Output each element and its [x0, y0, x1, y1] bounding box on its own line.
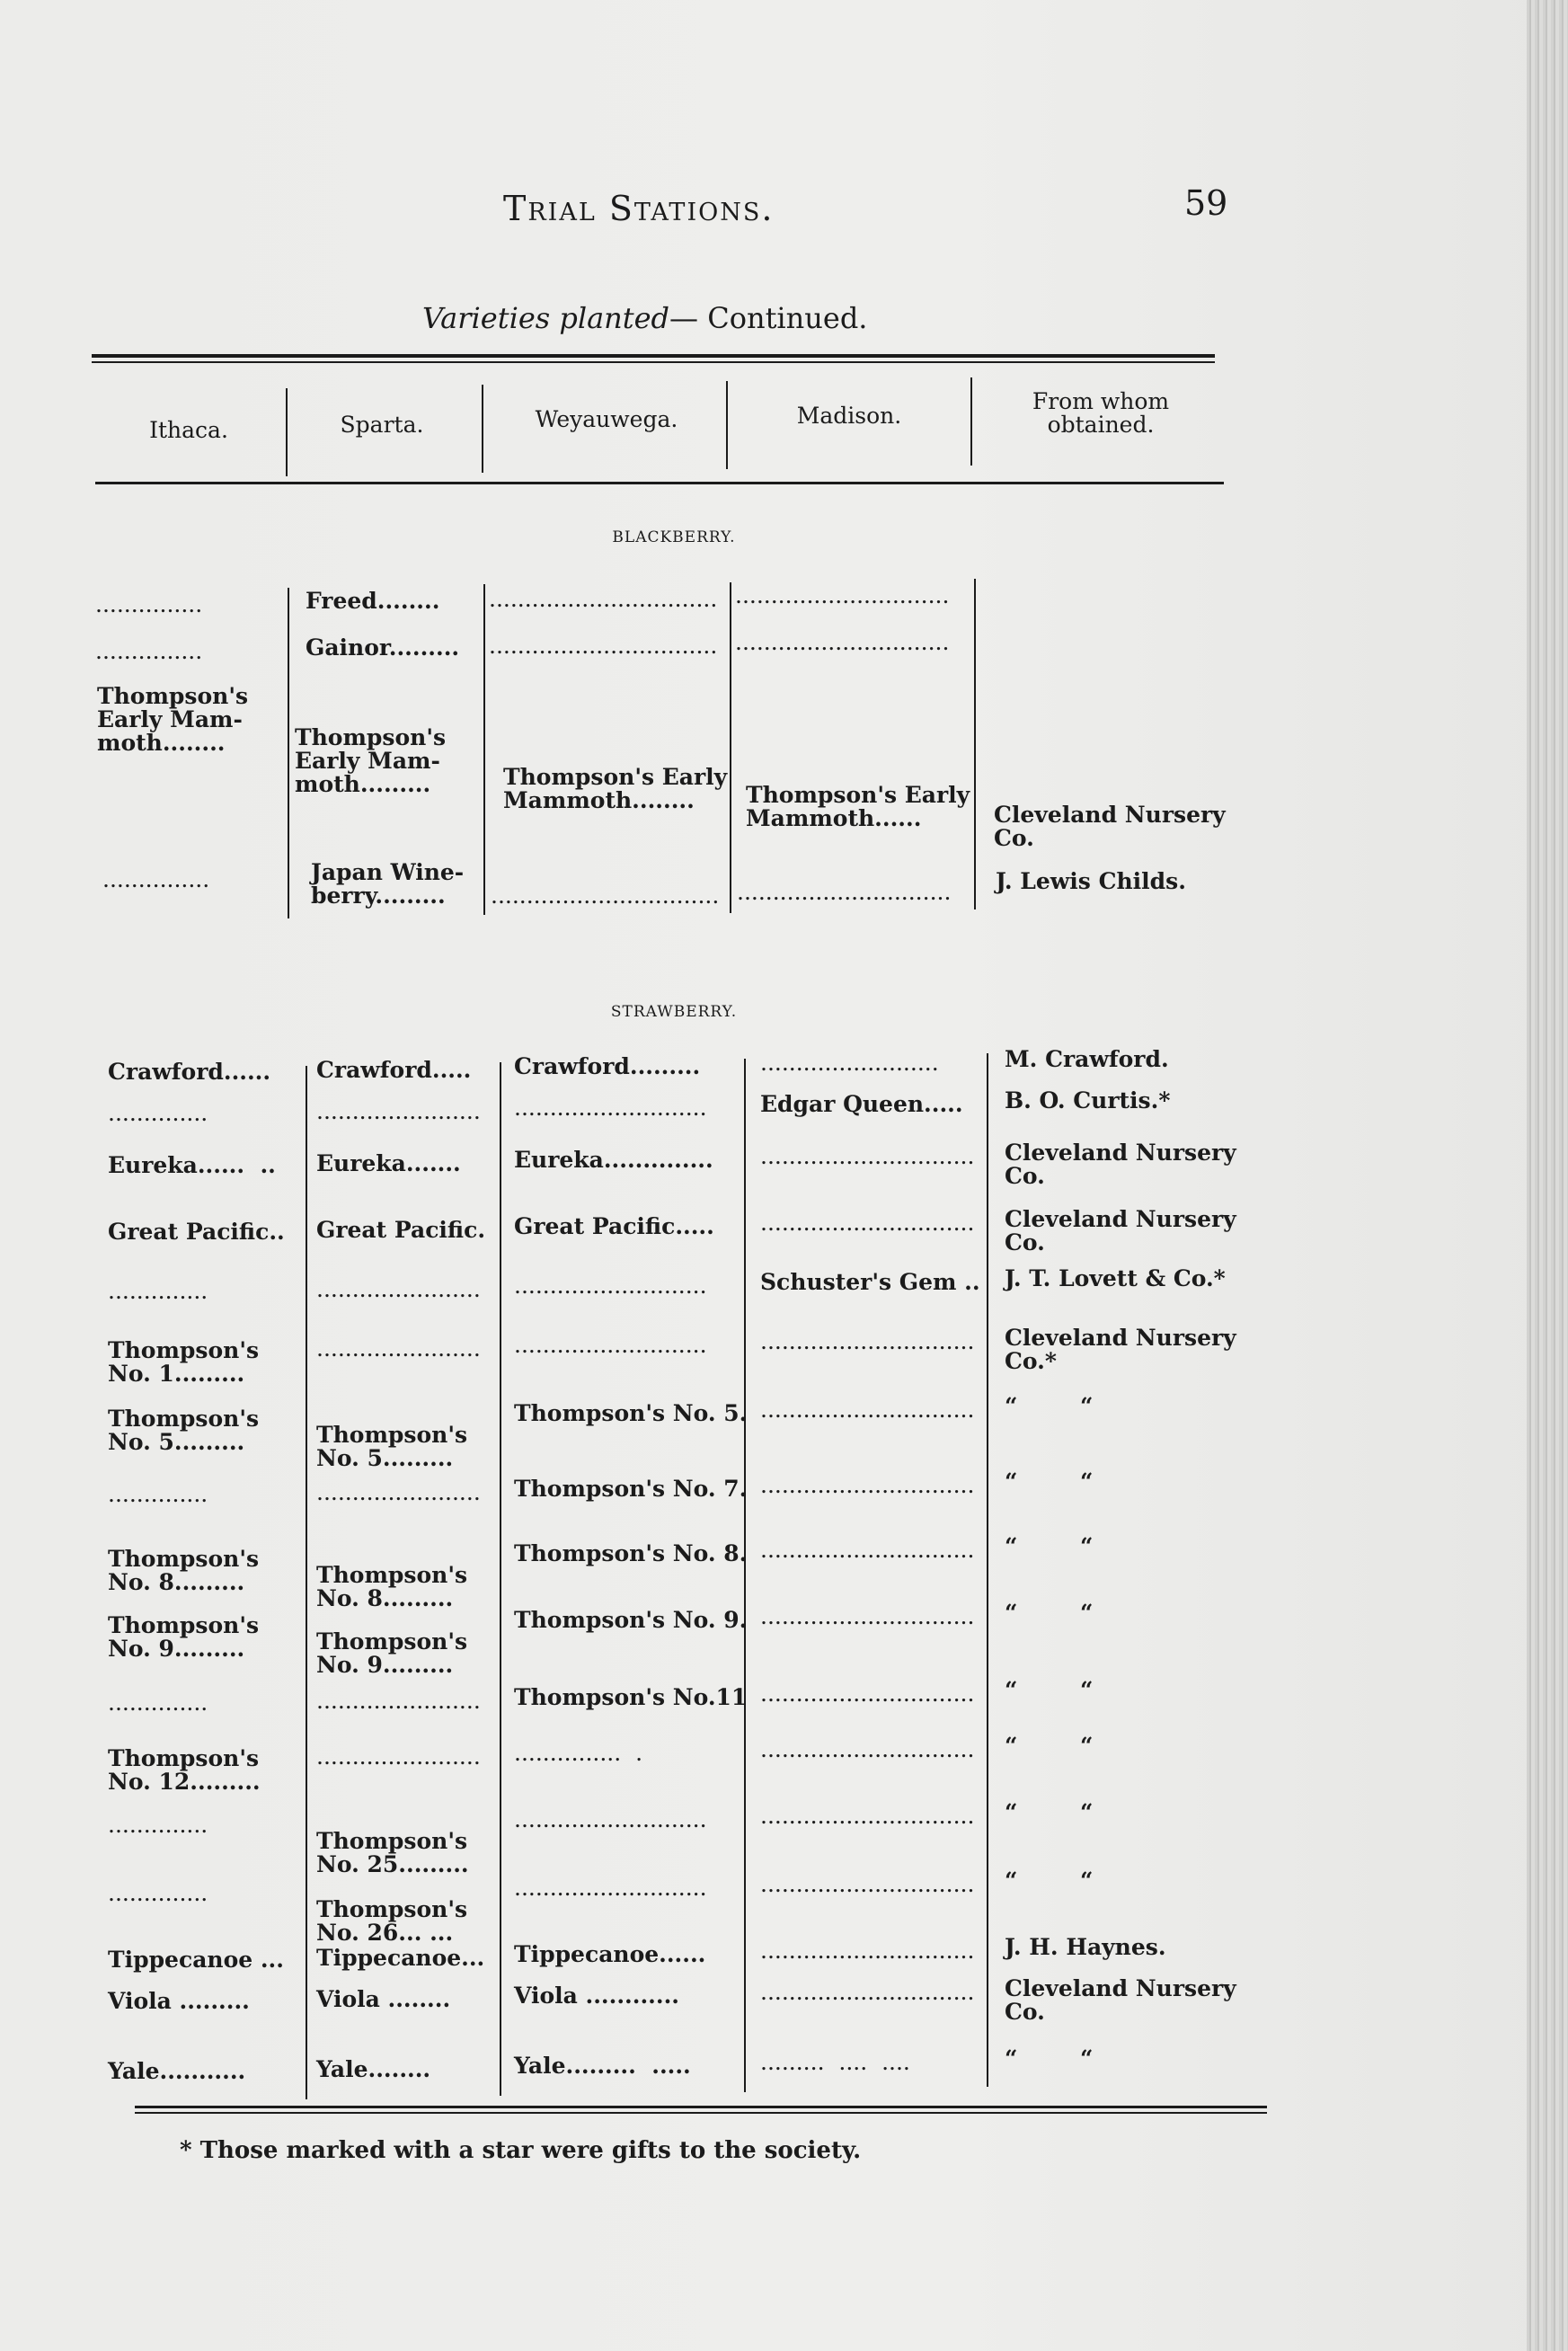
page-number: 59: [1184, 183, 1228, 223]
table-cell: Thompson's Early Mam- moth........: [97, 683, 249, 756]
table-cell: ..............................: [760, 1537, 975, 1563]
book-edge: [1527, 0, 1568, 2351]
caption-rest: — Continued.: [669, 301, 868, 335]
caption-italic: Varieties planted: [422, 301, 670, 335]
table-top-rule-thin: [92, 361, 1215, 363]
column-divider: [974, 579, 976, 909]
table-cell: Cleveland Nursery Co.: [1005, 1140, 1236, 1189]
table-cell: .........................: [760, 1050, 939, 1076]
table-cell: ..............................: [760, 1803, 975, 1829]
table-cell: ..............................: [735, 582, 950, 608]
table-cell: “ “: [1005, 1533, 1094, 1559]
table-cell: .......................: [316, 1098, 481, 1124]
table-cell: Cleveland Nursery Co.*: [1005, 1325, 1236, 1374]
table-cell: Yale...........: [108, 2058, 246, 2084]
table-cell: Cleveland Nursery Co.: [1005, 1206, 1236, 1255]
table-cell: ................................: [489, 586, 718, 612]
table-cell: “ “: [1005, 1799, 1094, 1825]
column-divider: [730, 582, 731, 913]
table-cell: ..............: [108, 1100, 208, 1126]
table-cell: Yale........: [316, 2056, 431, 2082]
table-cell: ..............................: [760, 1397, 975, 1423]
table-cell: Eureka.......: [316, 1150, 461, 1176]
table-cell: ...........................: [514, 1095, 707, 1121]
table-cell: ..............: [108, 1278, 208, 1304]
table-cell: “ “: [1005, 1677, 1094, 1703]
table-cell: Thompson's Early Mammoth......: [746, 782, 970, 831]
table-cell: Thompson's No. 9.: [514, 1607, 748, 1633]
table-cell: J. Lewis Childs.: [996, 868, 1186, 894]
table-cell: ................................: [491, 883, 720, 909]
table-cell: ..............................: [760, 1328, 975, 1354]
header-divider: [970, 377, 972, 466]
table-cell: .......................: [316, 1479, 481, 1505]
table-cell: ..............: [108, 1812, 208, 1838]
table-cell: ..............................: [760, 1472, 975, 1498]
table-cell: Viola ........: [316, 1986, 451, 2012]
table-caption: [422, 301, 867, 335]
table-cell: ..............................: [760, 1210, 975, 1236]
table-cell: Thompson's No. 9.........: [108, 1612, 260, 1662]
column-header-madison: Madison.: [796, 403, 902, 429]
table-cell: ...........................: [514, 1806, 707, 1832]
section-label-blackberry: BLACKBERRY.: [612, 528, 736, 546]
table-cell: “ “: [1005, 1393, 1094, 1419]
table-cell: “ “: [1005, 1468, 1094, 1495]
table-cell: “ “: [1005, 1733, 1094, 1759]
table-cell: Tippecanoe...: [316, 1945, 485, 1971]
table-cell: Thompson's No. 12.........: [108, 1745, 261, 1795]
table-cell: ..............................: [760, 1143, 975, 1169]
table-cell: ..............................: [735, 629, 950, 655]
table-cell: Thompson's Early Mam- moth.........: [295, 724, 447, 797]
table-cell: Schuster's Gem ..: [760, 1269, 980, 1295]
column-header-weyauwega: Weyauwega.: [535, 406, 678, 432]
table-cell: Great Pacific.....: [514, 1213, 714, 1239]
table-cell: Yale......... .....: [514, 2053, 691, 2079]
table-cell: .......................: [316, 1335, 481, 1362]
column-header-from-whom: From whom obtained.: [1032, 388, 1170, 438]
table-cell: Eureka..............: [514, 1147, 713, 1173]
table-cell: ...........................: [514, 1332, 707, 1358]
section-label-strawberry: STRAWBERRY.: [610, 1003, 738, 1021]
column-header-sparta: Sparta.: [340, 412, 424, 438]
table-cell: Thompson's No. 7.: [514, 1476, 748, 1502]
table-cell: ..............: [108, 1690, 208, 1716]
column-divider: [288, 588, 289, 918]
table-cell: Cleveland Nursery Co.: [994, 802, 1226, 851]
footnote: * Those marked with a star were gifts to the society.: [180, 2137, 862, 2164]
table-cell: Thompson's No. 5.: [514, 1400, 748, 1426]
table-cell: Great Pacific.: [316, 1217, 486, 1243]
table-cell: ...........................: [514, 1273, 707, 1299]
table-cell: Thompson's No. 26... ...: [316, 1896, 468, 1946]
column-divider: [500, 1062, 501, 2096]
column-header-ithaca: Ithaca.: [149, 417, 228, 443]
running-head: Trial Stations.: [503, 189, 775, 228]
table-cell: ...............: [102, 866, 210, 892]
table-cell: Thompson's No. 9.........: [316, 1628, 468, 1678]
table-cell: Crawford......: [108, 1059, 271, 1085]
table-cell: Viola ............: [514, 1983, 679, 2009]
table-cell: ............... .: [514, 1740, 643, 1766]
table-cell: Thompson's No.11: [514, 1684, 748, 1710]
column-divider: [744, 1059, 746, 2092]
header-divider: [726, 381, 728, 469]
table-top-rule: [92, 354, 1215, 358]
table-bottom-rule-thin: [135, 2112, 1267, 2114]
table-cell: B. O. Curtis.*: [1005, 1087, 1171, 1113]
table-cell: ..............................: [737, 879, 952, 905]
table-cell: J. H. Haynes.: [1005, 1934, 1166, 1960]
table-cell: Edgar Queen.....: [760, 1091, 963, 1117]
table-cell: ...........................: [514, 1875, 707, 1901]
table-cell: “ “: [1005, 1867, 1094, 1894]
table-cell: ......... .... ....: [760, 2049, 910, 2075]
table-cell: M. Crawford.: [1005, 1046, 1169, 1072]
table-cell: “ “: [1005, 2045, 1094, 2072]
column-divider: [306, 1066, 307, 2099]
table-cell: “ “: [1005, 1600, 1094, 1626]
table-cell: Tippecanoe......: [514, 1941, 706, 1967]
table-cell: ..............................: [760, 1681, 975, 1707]
table-cell: ..............................: [760, 1603, 975, 1629]
table-cell: Crawford.........: [514, 1053, 701, 1079]
table-cell: ..............: [108, 1481, 208, 1507]
column-divider: [987, 1053, 988, 2087]
table-cell: ..............................: [760, 1938, 975, 1964]
table-cell: Thompson's No. 1.........: [108, 1337, 260, 1387]
table-cell: Freed........: [306, 588, 440, 614]
table-cell: Thompson's No. 5.........: [108, 1406, 260, 1455]
table-bottom-rule: [135, 2106, 1267, 2108]
table-cell: Cleveland Nursery Co.: [1005, 1975, 1236, 2025]
table-cell: Thompson's No. 8.........: [316, 1562, 468, 1611]
table-cell: .......................: [316, 1276, 481, 1302]
table-cell: ................................: [489, 633, 718, 659]
table-cell: Crawford.....: [316, 1057, 472, 1083]
table-cell: Japan Wine- berry.........: [311, 859, 465, 909]
table-cell: Great Pacific..: [108, 1219, 285, 1245]
table-cell: ..............................: [760, 1736, 975, 1762]
header-divider: [482, 385, 483, 473]
table-cell: Eureka...... ..: [108, 1152, 276, 1178]
table-cell: Thompson's Early Mammoth........: [503, 764, 728, 813]
table-cell: ...............: [95, 591, 203, 617]
header-bottom-rule: [95, 482, 1224, 484]
table-cell: Thompson's No. 5.........: [316, 1422, 468, 1471]
table-cell: .......................: [316, 1688, 481, 1714]
table-cell: ..............................: [760, 1979, 975, 2005]
table-cell: Thompson's No. 8.: [514, 1540, 748, 1566]
table-cell: J. T. Lovett & Co.*: [1005, 1265, 1226, 1291]
table-cell: ..............................: [760, 1871, 975, 1897]
table-cell: Gainor.........: [306, 634, 460, 661]
column-divider: [483, 584, 485, 915]
table-cell: Tippecanoe ...: [108, 1947, 284, 1973]
table-cell: Thompson's No. 25.........: [316, 1828, 469, 1877]
table-cell: ..............: [108, 1880, 208, 1906]
table-cell: Thompson's No. 8.........: [108, 1546, 260, 1595]
header-divider: [286, 388, 288, 476]
table-cell: .......................: [316, 1743, 481, 1770]
table-cell: Viola .........: [108, 1988, 250, 2014]
table-cell: ...............: [95, 638, 203, 664]
